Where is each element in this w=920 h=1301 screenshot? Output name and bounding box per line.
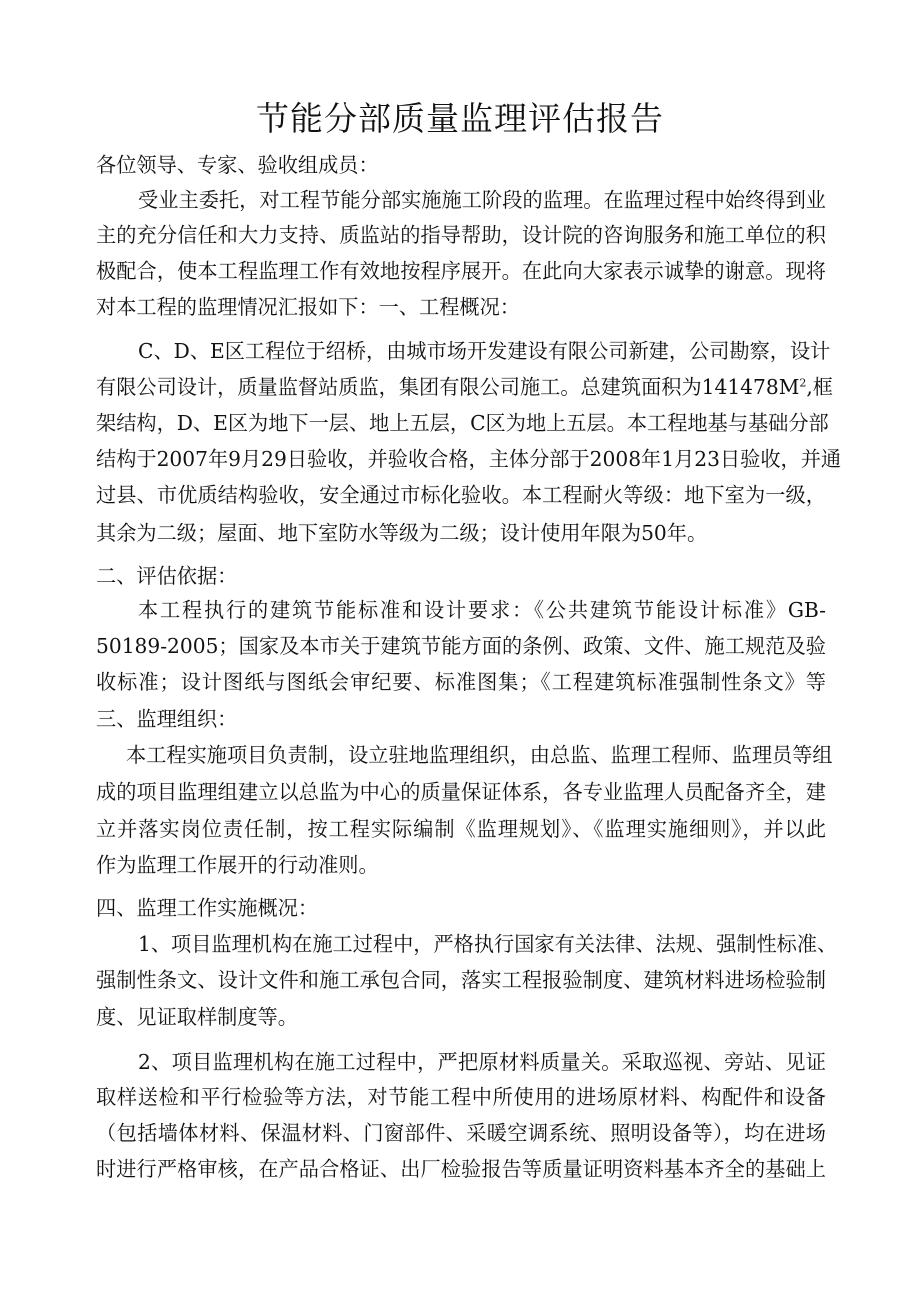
area-unit-superscript: 2	[799, 376, 807, 390]
page-title: 节能分部质量监理评估报告	[256, 99, 664, 138]
salutation: 各位领导、专家、验收组成员：	[96, 153, 379, 177]
section3-line: 本工程实施项目负责制，设立驻地监理组织，由总监、监理工程师、监理员等组	[126, 743, 833, 767]
section4-item1-line: 强制性条文、设计文件和施工承包合同，落实工程报验制度、建筑材料进场检验制	[96, 968, 826, 992]
section-heading: 四、监理工作实施概况：	[96, 896, 319, 920]
overview-area-suffix: ,框	[806, 375, 833, 399]
section4-item2-line: （包括墙体材料、保温材料、门窗部件、采暖空调系统、照明设备等），均在进场	[96, 1121, 826, 1145]
section4-item1-line: 度、见证取样制度等。	[96, 1005, 298, 1029]
section2-line: 50189-2005；国家及本市关于建筑节能方面的条例、政策、文件、施工规范及验	[96, 634, 826, 658]
overview-line: 其余为二级；屋面、地下室防水等级为二级；设计使用年限为50年。	[96, 521, 708, 545]
section4-item2-line: 2、项目监理机构在施工过程中，严把原材料质量关。采取巡视、旁站、见证	[138, 1050, 826, 1074]
section-heading: 二、评估依据：	[96, 564, 238, 588]
intro-line: 对本工程的监理情况汇报如下：一、工程概况：	[96, 295, 520, 319]
intro-line: 主的充分信任和大力支持、质监站的指导帮助，设计院的咨询服务和施工单位的积	[96, 223, 826, 247]
section3-line: 立并落实岗位责任制，按工程实际编制《监理规划》、《监理实施细则》，并以此	[96, 817, 826, 841]
section2-line: 收标准；设计图纸与图纸会审纪要、标准图集；《工程建筑标准强制性条文》等	[96, 670, 826, 694]
section-heading: 三、监理组织：	[96, 707, 238, 731]
section2-line: 本工程执行的建筑节能标准和设计要求：《公共建筑节能设计标准》GB-	[138, 598, 826, 622]
overview-line: 结构于2007年9月29日验收，并验收合格，主体分部于2008年1月23日验收，并通	[96, 447, 842, 471]
section4-item1-line: 1、项目监理机构在施工过程中，严格执行国家有关法律、法规、强制性标准、	[138, 932, 838, 956]
overview-line: 过县、市优质结构验收，安全通过市标化验收。本工程耐火等级：地下室为一级，	[96, 483, 826, 507]
overview-area-text: 有限公司设计，质量监督站质监，集团有限公司施工。总建筑面积为141478M	[96, 375, 800, 399]
overview-line: 架结构，D、E区为地下一层、地上五层，C区为地上五层。本工程地基与基础分部	[96, 411, 829, 435]
intro-line: 受业主委托，对工程节能分部实施施工阶段的监理。在监理过程中始终得到业	[138, 188, 826, 212]
section3-line: 成的项目监理组建立以总监为中心的质量保证体系，各专业监理人员配备齐全，建	[96, 780, 826, 804]
intro-line: 极配合，使本工程监理工作有效地按程序展开。在此向大家表示诚挚的谢意。现将	[96, 259, 826, 283]
section4-item2-line: 取样送检和平行检验等方法，对节能工程中所使用的进场原材料、构配件和设备	[96, 1085, 826, 1109]
section3-line: 作为监理工作展开的行动准则。	[96, 853, 379, 877]
section4-item2-line: 时进行严格审核，在产品合格证、出厂检验报告等质量证明资料基本齐全的基础上	[96, 1157, 826, 1181]
overview-line-area	[96, 372, 833, 402]
overview-line: C、D、E区工程位于绍桥，由城市场开发建设有限公司新建，公司勘察，设计	[138, 339, 831, 363]
